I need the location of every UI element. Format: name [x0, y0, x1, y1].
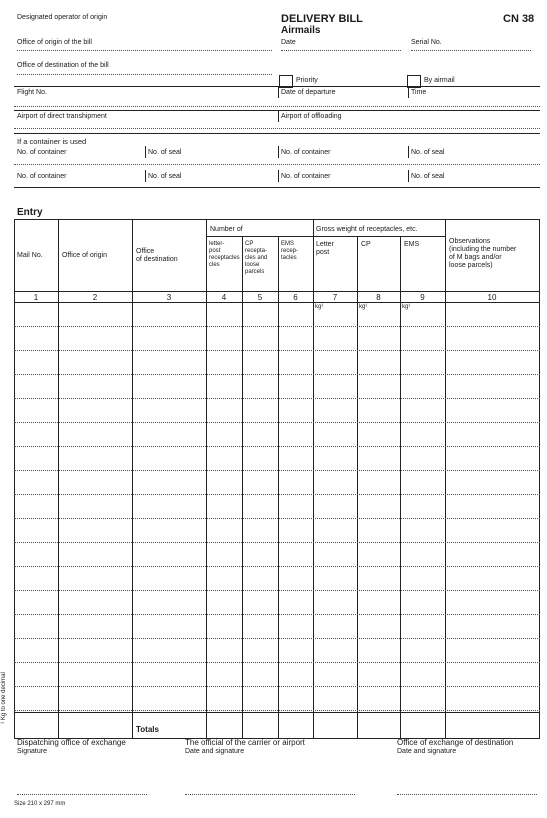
dispatching-office-label: Dispatching office of exchange	[17, 738, 126, 747]
office-destination-bill-label: Office of destination of the bill	[17, 62, 109, 69]
no-container-label-4: No. of container	[281, 173, 331, 180]
col-cp-weight: CP	[361, 241, 371, 248]
col-gross-weight: Gross weight of receptacles, etc.	[316, 226, 418, 233]
no-seal-label-3: No. of seal	[148, 173, 182, 180]
table-row	[14, 614, 540, 615]
carrier-official-label: The official of the carrier or airport	[185, 738, 305, 747]
kg-unit-cp: kg¹	[359, 304, 368, 310]
no-container-label-2: No. of container	[281, 149, 331, 156]
table-row	[14, 710, 540, 711]
kg-unit-letter: kg¹	[315, 304, 324, 310]
no-seal-label-4: No. of seal	[411, 173, 445, 180]
col-letter-post-receptacles: letter- post receptacles cles	[209, 241, 240, 268]
table-row	[14, 566, 540, 567]
table-row	[14, 542, 540, 543]
col-mail-no: Mail No.	[17, 252, 43, 259]
kg-unit-ems: kg¹	[402, 304, 411, 310]
time-label: Time	[411, 89, 427, 96]
form-title: DELIVERY BILL	[281, 13, 363, 25]
no-container-label-3: No. of container	[17, 173, 67, 180]
no-seal-label-1: No. of seal	[148, 149, 182, 156]
date-label: Date	[281, 39, 296, 46]
col-num-3: 3	[166, 293, 172, 302]
totals-label: Totals	[136, 725, 159, 734]
col-num-7: 7	[332, 293, 338, 302]
table-row	[14, 662, 540, 663]
no-container-label-1: No. of container	[17, 149, 67, 156]
office-exchange-destination-label: Office of exchange of destination	[397, 738, 514, 747]
signature-label: Signature	[17, 748, 47, 755]
table-row	[14, 638, 540, 639]
table-row	[14, 446, 540, 447]
table-row	[14, 590, 540, 591]
date-departure-label: Date of departure	[281, 89, 336, 96]
date-signature-label-2: Date and signature	[397, 748, 457, 755]
col-number-of: Number of	[210, 226, 243, 233]
col-ems-weight: EMS	[404, 241, 420, 248]
col-ems-receptacles: EMS recep- tacles	[281, 241, 299, 261]
col-num-1: 1	[33, 293, 39, 302]
col-num-6: 6	[293, 293, 298, 302]
table-row	[14, 422, 540, 423]
col-num-2: 2	[92, 293, 98, 302]
no-seal-label-2: No. of seal	[411, 149, 445, 156]
col-office-origin: Office of origin	[62, 252, 108, 259]
flight-no-label: Flight No.	[17, 89, 47, 96]
table-row	[14, 350, 540, 351]
entry-label: Entry	[17, 207, 43, 218]
airport-transhipment-label: Airport of direct transhipment	[17, 113, 107, 120]
table-row	[14, 470, 540, 471]
page-size-note: Size 210 x 297 mm	[14, 801, 66, 807]
container-used-label: If a container is used	[17, 137, 87, 146]
table-row	[14, 518, 540, 519]
col-letter-post-weight: Letter post	[316, 241, 334, 256]
col-office-destination: Office of destination	[136, 248, 178, 263]
col-num-5: 5	[257, 293, 263, 302]
form-code: CN 38	[503, 13, 535, 25]
kg-footnote: ¹ Kg to one decimal	[0, 672, 7, 724]
col-num-8: 8	[376, 293, 381, 302]
table-row	[14, 398, 540, 399]
table-row	[14, 326, 540, 327]
designated-operator-label: Designated operator of origin	[17, 14, 108, 21]
by-airmail-label: By airmail	[424, 77, 455, 84]
airport-offloading-label: Airport of offloading	[281, 113, 342, 120]
date-signature-label-1: Date and signature	[185, 748, 245, 755]
form-subtitle: Airmails	[281, 25, 321, 36]
col-num-4: 4	[221, 293, 227, 302]
priority-label: Priority	[296, 77, 318, 84]
table-row	[14, 494, 540, 495]
table-row	[14, 686, 540, 687]
serial-no-label: Serial No.	[411, 39, 442, 46]
col-num-10: 10	[487, 293, 497, 302]
col-observations: Observations (including the number of M bags and/or loose parcels)	[449, 238, 517, 269]
table-row	[14, 374, 540, 375]
office-origin-bill-label: Office of origin of the bill	[17, 39, 92, 46]
col-num-9: 9	[420, 293, 425, 302]
col-cp-receptacles: CP recepta- cles and loose parcels	[245, 241, 268, 275]
